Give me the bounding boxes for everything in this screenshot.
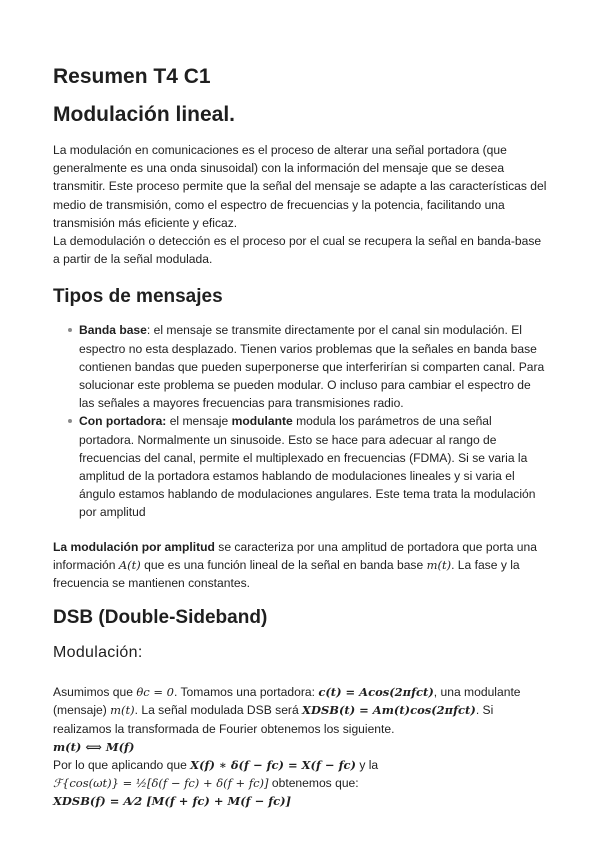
demodulation-paragraph: La demodulación o detección es el proceso por el cual se recupera la señal en banda-base a partir de la señal modulada. — [53, 234, 542, 267]
section-title: Modulación lineal. — [53, 103, 236, 126]
am-paragraph — [53, 538, 549, 593]
banda-base-text: : el mensaje se transmite directamente por el canal sin modulación. El espectro no esta desplazado. Tienen varios problemas que la señales en banda base contienen bandas que pueden superponerse que interferirían si comparten canal. Para solucionar este problema se pueden modular. O incluso para cambiar el espectro de las señales a mayores frecuencias para transmisiones radio. — [79, 323, 545, 411]
formula-cos-transform: ℱ{cos(ωt)} = ½[δ(f − fc) + δ(f + fc)] — [53, 776, 269, 791]
equation-fourier-pair — [53, 738, 549, 756]
formula-dsb-spectrum: XDSB(f) = A⁄2 [M(f + fc) + M(f − fc)] — [53, 794, 292, 809]
am-text-2: que es una función lineal de la señal en banda base — [140, 557, 427, 572]
tipos-heading: Tipos de mensajes — [53, 286, 223, 308]
formula-theta: θc = 0 — [136, 685, 174, 700]
tipos-list — [53, 321, 549, 521]
dsb-text-3: , una modulante (mensaje) — [53, 685, 521, 718]
term-banda-base: Banda base — [79, 323, 147, 338]
formula-carrier: c(t) = Acos(2πfct) — [318, 685, 434, 700]
list-item-con-portadora — [79, 412, 549, 521]
formula-fourier-pair: m(t) ⟺ M(f) — [53, 739, 135, 754]
term-con-portadora: Con portadora: — [79, 414, 167, 429]
dsb-text-6: Por lo que aplicando que — [53, 758, 191, 773]
dsb-heading: DSB (Double-Sideband) — [53, 607, 268, 629]
dsb-text-4: . La señal modulada DSB será — [134, 703, 303, 718]
equation-dsb-spectrum — [53, 792, 549, 810]
modulacion-subheading: Modulación: — [53, 644, 143, 662]
intro-paragraph: La modulación en comunicaciones es el proceso de alterar una señal portadora (que generalmente es una onda sinusoidal) con la información del mensaje que se desea transmitir. Este proceso permite que la señal del mensaje se adapte a las características del medio de transmisión, como el espectro de frecuencias y la potencia, facilitando una transmisión más eficiente y eficaz. — [53, 143, 547, 230]
document-body — [53, 62, 549, 811]
list-item-banda-base — [79, 321, 549, 412]
convolution-paragraph — [53, 756, 549, 774]
formula-convolution: X(f) ∗ δ(f − fc) = X(f − fc) — [190, 758, 356, 773]
dsb-text-1: Asumimos que — [53, 685, 137, 700]
con-portadora-text-a: el mensaje — [166, 414, 232, 429]
formula-dsb-time: XDSB(t) = Am(t)cos(2πfct) — [302, 703, 476, 718]
am-text-3: . La fase y la frecuencia se mantienen constantes. — [53, 557, 520, 591]
dsb-text-7: y la — [355, 758, 379, 773]
math-A-t: A(t) — [118, 557, 141, 572]
dsb-text-8: obtenemos que: — [268, 776, 359, 791]
cosine-transform-paragraph — [53, 774, 549, 792]
document-title: Resumen T4 C1 — [53, 65, 211, 88]
am-text-1: se caracteriza por una amplitud de portadora que porta una información — [53, 539, 537, 572]
term-modulante: modulante — [231, 414, 293, 429]
dsb-text-5: . Si realizamos la transformada de Fourier obtenemos los siguiente. — [53, 703, 494, 736]
dsb-text-2: . Tomamos una portadora: — [174, 685, 319, 700]
dsb-paragraph — [53, 683, 549, 738]
math-m-t: m(t) — [426, 557, 452, 572]
am-bold-lead: La modulación por amplitud — [53, 539, 215, 554]
con-portadora-text-b: modula los parámetros de una señal portadora. Normalmente un sinusoide. Esto se hace para adecuar al rango de frecuencias del canal, permite el multiplexado en frecuencias (FDMA). Si se varia la amplitud de la portadora estamos hablando de modulaciones lineales y si varia el ángulo estamos hablando de modulaciones angulares. Este tema trata la modulación por amplitud — [79, 414, 536, 520]
formula-message: m(t) — [110, 703, 135, 718]
